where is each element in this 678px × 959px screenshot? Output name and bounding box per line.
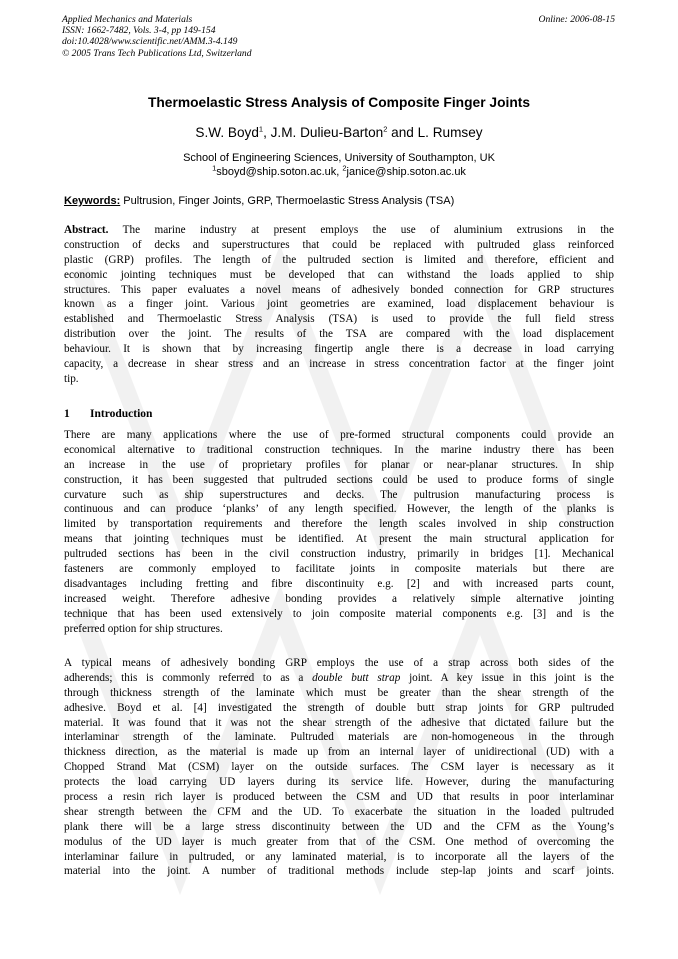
author-name: L. Rumsey: [417, 125, 483, 140]
abstract-line: behaviour. It is shown that by increasing fingertip angle there is a decrease in load carrying: [64, 343, 614, 356]
keywords-label: Keywords:: [64, 195, 121, 207]
journal-header: [62, 14, 392, 59]
keywords: [64, 195, 454, 207]
abstract-line: distribution over the joint. The results of the TSA are compared with the load displacement: [64, 328, 614, 341]
section-heading: [64, 408, 152, 420]
author-email: janice@ship.soton.ac.uk: [346, 166, 466, 178]
abstract-line: established and Thermoelastic Stress Analysis (TSA) is used to provide the full field stress: [64, 313, 614, 326]
paragraph-line: increased weight. Therefore adhesive bonding provides a relatively simple alternative jointing: [64, 592, 614, 605]
paragraph-line: modulus of the UD layer is much greater from that of the CSM. One method of overcoming the: [64, 835, 614, 848]
paragraph-line: construction, it has been suggested that pultruded sections could be used to produce forms of single: [64, 473, 614, 486]
paragraph-line: an increase in the use of proprietary profiles for planar or near-planar structures. In ship: [64, 458, 614, 471]
paragraph-line: protects the load carrying UD layers during its service life. However, during the manufacturing: [64, 776, 614, 789]
author-name: S.W. Boyd: [195, 125, 259, 140]
paragraph-line: interlaminar failure in pultruded, or any laminated material, is to incorporate all the layers of the: [64, 850, 614, 863]
issn-line: ISSN: 1662-7482, Vols. 3-4, pp 149-154: [62, 25, 216, 37]
paragraph-line: through thickness strength of the laminate which must be greater than the shear strength of the: [64, 686, 614, 699]
paragraph-line: interlaminar strength of the laminate. Pultruded materials are non-homogeneous in the through: [64, 731, 614, 744]
paragraph-line: Chopped Strand Mat (CSM) layer on the outside surfaces. The CSM layer is necessary as it: [64, 761, 614, 774]
paragraph: [64, 428, 614, 636]
author-list: [0, 125, 678, 140]
paragraph-line: technique that has been used extensively to join composite material components e.g. [3] and is the: [64, 607, 614, 620]
paragraph-line: shear strength between the CFM and the UD. To exacerbate the situation in the loaded pultruded: [64, 805, 614, 818]
paragraph-line: A typical means of adhesively bonding GRP employs the use of a strap across both sides of the: [64, 657, 614, 669]
paragraph-line: curvature such as ship superstructures and decks. The pultrusion manufacturing process is: [64, 488, 614, 501]
author-affil-mark: 1: [258, 124, 264, 134]
author-separator: ,: [263, 125, 271, 140]
section-title: Introduction: [90, 408, 153, 420]
abstract-line: capacity, a decrease in shear stress and an increase in stress concentration factor at the finger joint: [64, 358, 614, 371]
affiliation-school: School of Engineering Sciences, University of Southampton, UK: [183, 152, 495, 164]
paragraph-line: fasteners are commonly employed to facilitate joints in composite materials but there are: [64, 563, 614, 576]
paragraph: [64, 656, 614, 879]
copyright-line: © 2005 Trans Tech Publications Ltd, Switzerland: [62, 47, 252, 59]
abstract: [64, 223, 614, 387]
paragraph-line: adherends; this is commonly referred to as a double butt strap joint. A key issue in this joint is the: [64, 671, 614, 684]
paragraph-line: material. It was found that it was not the shear strength of the adhesive that dictated failure but the: [64, 716, 614, 729]
abstract-line: tip.: [64, 372, 79, 385]
paragraph-line: material into the joint. A number of traditional methods include step-lap joints and scarf joints.: [64, 865, 614, 878]
paragraph-line: pultruded sections has been in the civil construction industry, primarily in bridges [1]. Mechanical: [64, 548, 614, 561]
abstract-line: structures. This paper evaluates a novel means of adhesively bonded connection for GRP structures: [64, 283, 614, 296]
online-date: Online: 2006-08-15: [538, 14, 615, 25]
author-email: sboyd@ship.soton.ac.uk,: [216, 166, 343, 178]
abstract-line: economic jointing techniques must be developed that can withstand the loads applied to ship: [64, 268, 614, 281]
paragraph-line: economical alternative to traditional construction techniques. In the marine industry there has been: [64, 443, 614, 456]
affiliation-emails: [0, 165, 678, 179]
paragraph-line: continuous and can produce ‘planks’ of any length specified. However, the length of the planks is: [64, 503, 614, 516]
paragraph-line: plank there will be a large stress discontinuity between the UD and the CFM as the Young’s: [64, 820, 614, 833]
email-mark: 1: [212, 163, 217, 173]
section-number: 1: [64, 408, 70, 420]
paragraph-line: adhesive. Boyd et al. [4] investigated the strength of double butt strap joints for GRP pultruded: [64, 701, 614, 714]
abstract-line: plastic (GRP) profiles. The length of the pultruded section is limited and therefore, efficient and: [64, 253, 614, 266]
doi-line: doi:10.4028/www.scientific.net/AMM.3-4.149: [62, 36, 238, 48]
author-affil-mark: 2: [383, 124, 388, 134]
author-name: J.M. Dulieu-Barton: [270, 125, 384, 140]
paragraph-line: preferred option for ship structures.: [64, 622, 223, 635]
paragraph-line: There are many applications where the use of pre-formed structural components could provide an: [64, 429, 614, 441]
abstract-line: known as a finger joint. Various joint geometries are examined, load displacement behaviour is: [64, 298, 614, 311]
paragraph-line: limited by transportation requirements and therefore the length scales involved in ship construction: [64, 518, 614, 531]
paragraph-line: disadvantages including fretting and fibre discontinuity e.g. [2] and with increased parts count,: [64, 577, 614, 590]
paragraph-line: means that jointing techniques must be identified. At present the main structural application for: [64, 533, 614, 546]
keywords-text: Pultrusion, Finger Joints, GRP, Thermoelastic Stress Analysis (TSA): [120, 195, 455, 207]
abstract-line: construction of decks and superstructures that could be replaced with pultruded glass reinforced: [64, 238, 614, 251]
paragraph-line: thickness direction, as the material is made up from an internal layer of unidirectional (UD) with a: [64, 746, 614, 759]
abstract-label: Abstract.: [64, 224, 109, 236]
emphasis-term: double butt strap: [312, 671, 401, 684]
journal-name: Applied Mechanics and Materials: [62, 14, 193, 25]
affiliation: [0, 151, 678, 179]
abstract-line: Abstract. The marine industry at present employs the use of aluminium extrusions in the: [64, 224, 614, 236]
paper-title: Thermoelastic Stress Analysis of Composite Finger Joints: [147, 95, 531, 110]
email-mark: 2: [342, 163, 347, 173]
paragraph-line: process a resin rich layer is produced between the CSM and UD that results in poor interlaminar: [64, 791, 614, 804]
author-separator: and: [387, 125, 418, 140]
